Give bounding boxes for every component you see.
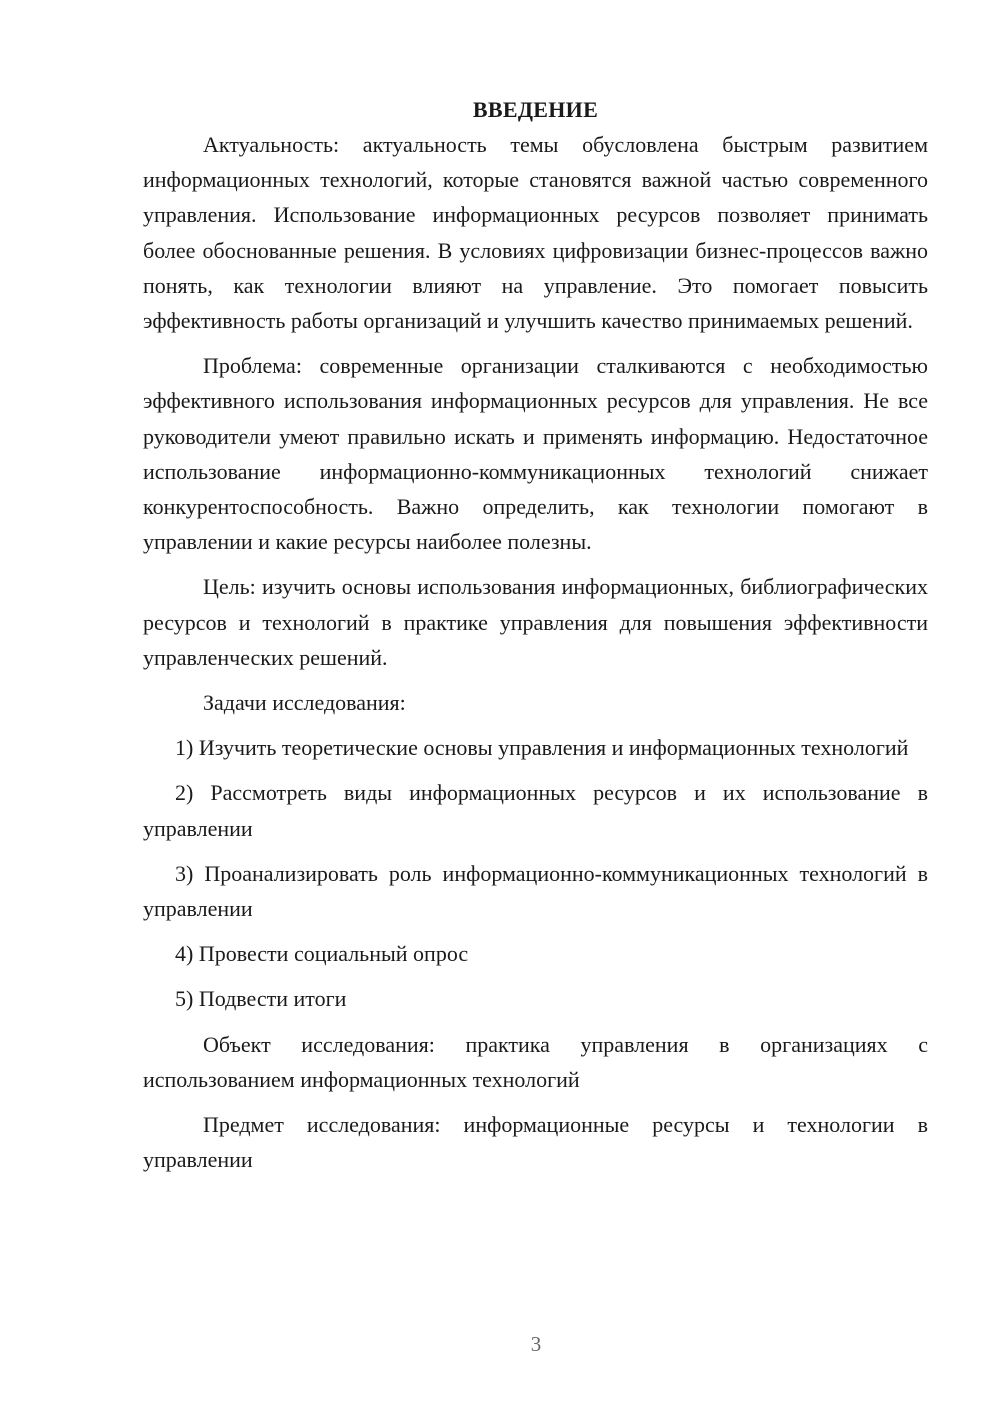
page-content	[143, 92, 928, 1187]
paragraph-relevance: Актуальность: актуальность темы обусловлена быстрым развитием информационных технологий, которые становятся важной частью современного управления. Использование информационных ресурсов позволяет принимать более обоснованные решения. В условиях цифровизации бизнес-процессов важно понять, как технологии влияют на управление. Это помогает повысить эффективность работы организаций и улучшить качество принимаемых решений.	[143, 132, 928, 334]
tasks-heading: Задачи исследования:	[203, 690, 406, 716]
task-item: 3) Проанализировать роль информационно-коммуникационных технологий в управлении	[143, 860, 928, 922]
page-title: ВВЕДЕНИЕ	[472, 97, 599, 122]
page-number: 3	[530, 1332, 542, 1356]
paragraph-object: Объект исследования: практика управления в организациях с использованием информационных технологий	[143, 1031, 928, 1092]
paragraph-goal: Цель: изучить основы использования информационных, библиографических ресурсов и технологий в практике управления для повышения эффективности управленческих решений.	[143, 574, 928, 670]
task-item: 4) Провести социальный опрос	[175, 941, 469, 967]
task-item: 2) Рассмотреть виды информационных ресурсов и их использование в управлении	[143, 780, 928, 841]
task-item: 5) Подвести итоги	[175, 986, 347, 1012]
paragraph-subject: Предмет исследования: информационные ресурсы и технологии в управлении	[143, 1112, 928, 1173]
paragraph-problem: Проблема: современные организации сталкиваются с необходимостью эффективного использования информационных ресурсов для управления. Не все руководители умеют правильно искать и применять информацию. Недостаточное использование информационно-коммуникационных технологий снижает конкурентоспособность. Важно определить, как технологии помогают в управлении и какие ресурсы наиболее полезны.	[143, 353, 928, 555]
task-item: 1) Изучить теоретические основы управления и информационных технологий	[175, 735, 909, 761]
